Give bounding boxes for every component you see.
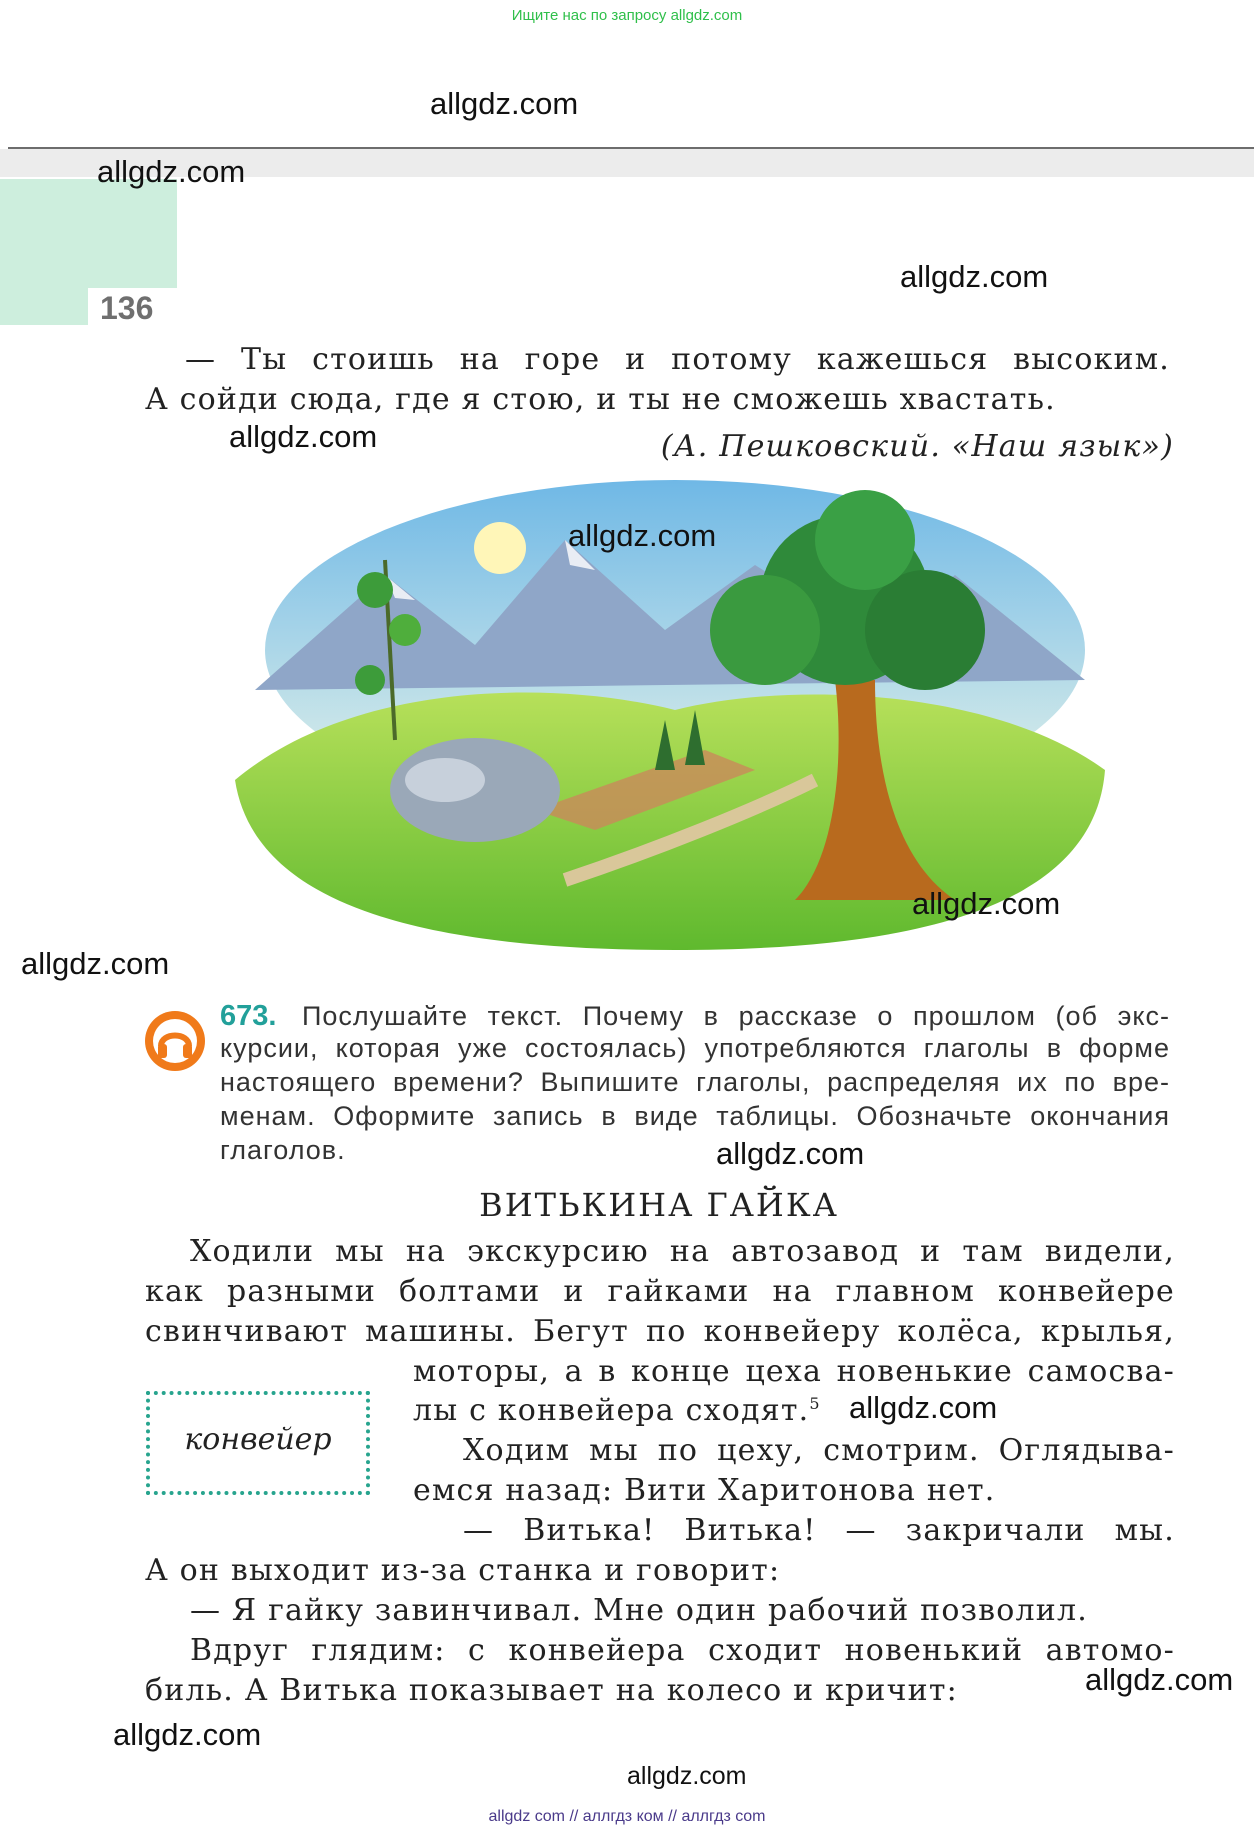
task-line: курсии, которая уже состоялась) употребляются глаголы в форме xyxy=(220,1033,1170,1063)
watermark: allgdz.com xyxy=(627,1762,747,1790)
top-banner-text: Ищите нас по запросу allgdz.com xyxy=(511,7,743,24)
watermark: allgdz.com xyxy=(900,259,1049,294)
quote-line-2: А сойди сюда, где я стою, и ты не сможешь хвастать. xyxy=(145,382,1056,417)
task-line: глаголов. xyxy=(220,1135,346,1165)
task-line: настоящего времени? Выпишите глаголы, распределяя их по вре- xyxy=(220,1067,1170,1097)
story-line: лы с конвейера сходят. xyxy=(413,1393,810,1428)
task-number: 673. xyxy=(220,1000,277,1032)
watermark: allgdz.com xyxy=(97,154,246,189)
headphones-icon xyxy=(142,1008,208,1074)
story-line: А он выходит из-за станка и говорит: xyxy=(145,1553,781,1588)
watermark: allgdz.com xyxy=(229,419,378,454)
story-line: — Я гайку завинчивал. Мне один рабочий позволил. xyxy=(190,1593,1088,1628)
task-line: менам. Оформите запись в виде таблицы. Обозначьте окончания xyxy=(220,1101,1170,1131)
story-line: Ходили мы на экскурсию на автозавод и там видели, xyxy=(190,1234,1175,1269)
story-line: емся назад: Вити Харитонова нет. xyxy=(413,1473,996,1508)
watermark: allgdz.com xyxy=(21,946,170,981)
story-title: ВИТЬКИНА ГАЙКА xyxy=(479,1186,839,1224)
watermark: allgdz.com xyxy=(912,886,1061,921)
sun xyxy=(474,522,526,574)
story-line: моторы, а в конце цеха новенькие самосва- xyxy=(413,1354,1175,1389)
story-line: биль. А Витька показывает на колесо и кричит: xyxy=(145,1673,958,1708)
story-line-with-footnote xyxy=(413,1393,821,1428)
footnote-mark: 5 xyxy=(809,1394,821,1413)
watermark: allgdz.com xyxy=(716,1136,865,1171)
footer-links[interactable]: allgdz com // аллгдз ком // аллгдз com xyxy=(488,1808,766,1825)
task-line: Послушайте текст. Почему в рассказе о прошлом (об экс- xyxy=(302,1001,1170,1031)
story-line: Ходим мы по цеху, смотрим. Оглядыва- xyxy=(463,1433,1175,1468)
watermark: allgdz.com xyxy=(568,518,717,553)
story-line: как разными болтами и гайками на главном конвейере xyxy=(145,1274,1175,1309)
quote-source: (А. Пешковский. «Наш язык») xyxy=(660,429,1174,464)
story-line: Вдруг глядим: с конвейера сходит новенький автомо- xyxy=(190,1633,1175,1668)
watermark: allgdz.com xyxy=(113,1717,262,1752)
watermark: allgdz.com xyxy=(430,86,579,121)
page-number: 136 xyxy=(100,290,154,326)
story-line: — Витька! Витька! — закричали мы. xyxy=(463,1513,1175,1548)
watermark: allgdz.com xyxy=(1085,1662,1234,1697)
watermark: allgdz.com xyxy=(849,1390,998,1425)
vocabulary-word: конвейер xyxy=(184,1422,332,1457)
quote-line-1: — Ты стоишь на горе и потому кажешься высоким. xyxy=(185,342,1170,377)
story-line: свинчивают машины. Бегут по конвейеру колёса, крылья, xyxy=(145,1314,1175,1349)
